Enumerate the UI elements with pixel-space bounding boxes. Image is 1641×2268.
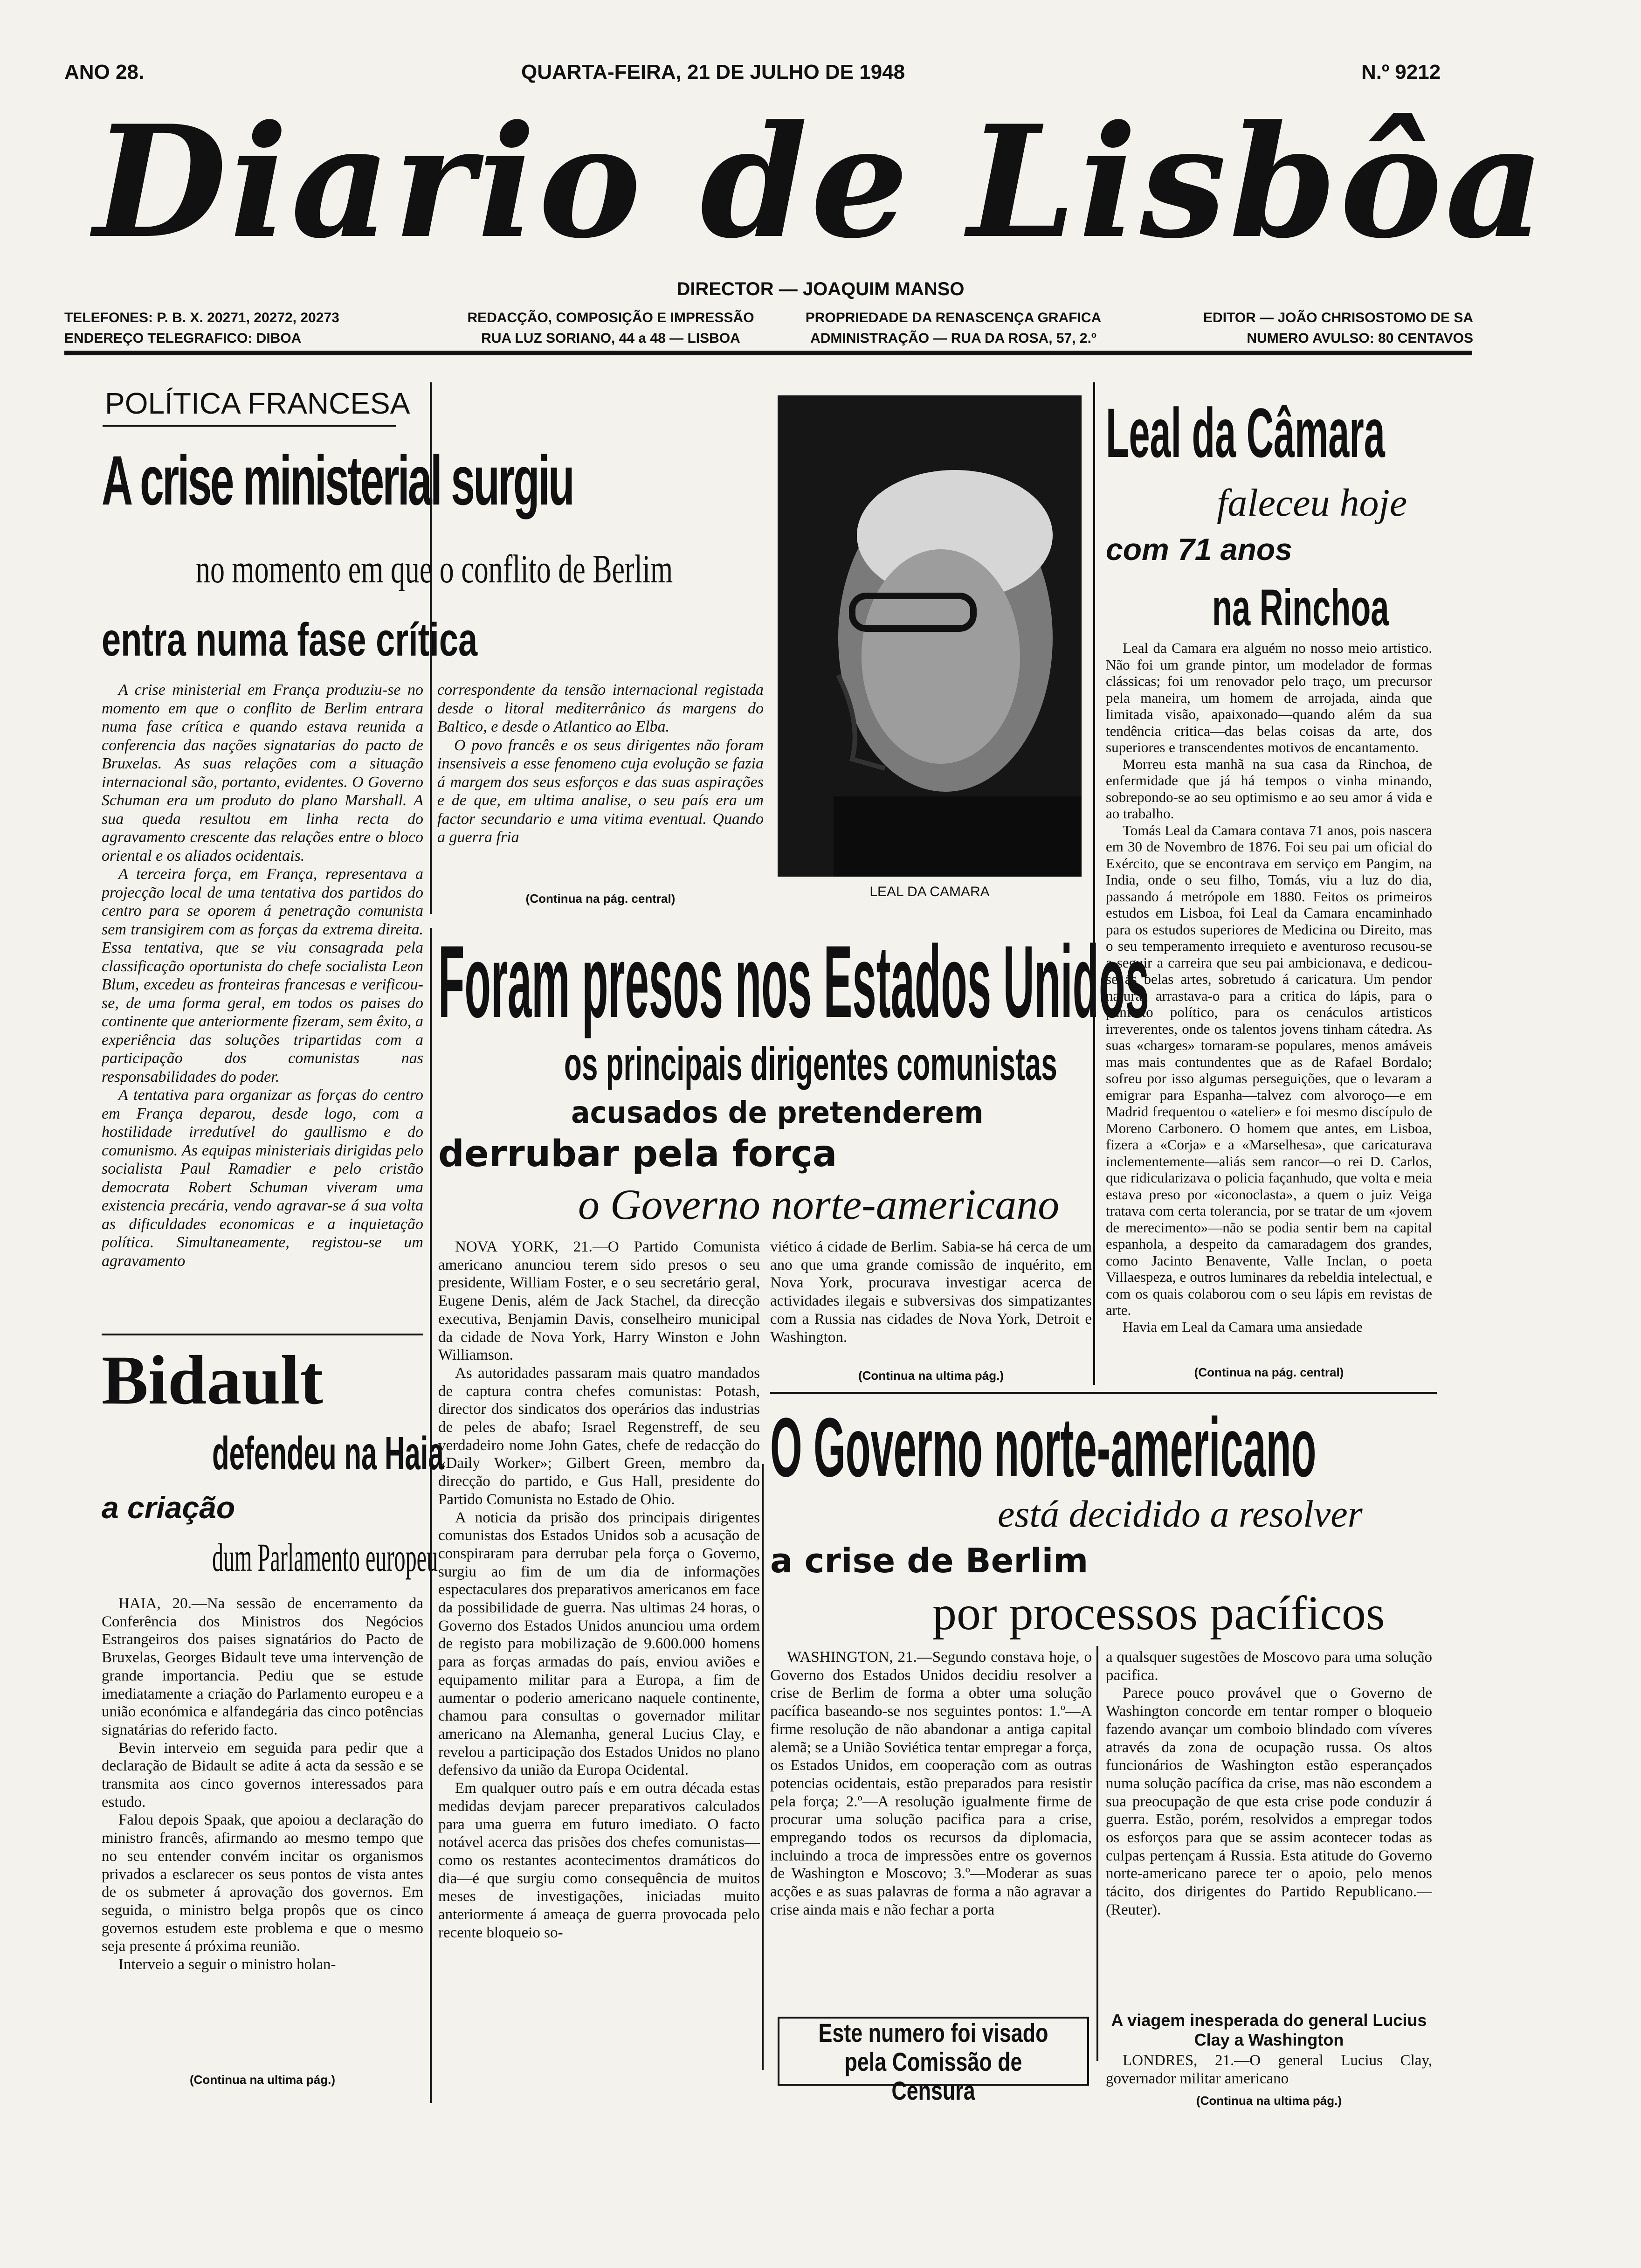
- governo-subhead-2: a crise de Berlim: [770, 1541, 1089, 1580]
- paragraph: LONDRES, 21.—O general Lucius Clay, governador militar americano: [1106, 2052, 1432, 2087]
- paragraph: WASHINGTON, 21.—Segundo constava hoje, o Governo dos Estados Unidos decidiu resolver a crise de Berlim de forma a obter uma solução pacífica baseando-se nos seguintes pontos: 1.º—A firme resolução de não abandonar a antiga capital alemã; se a União Soviética tentar empregar a força, os Estados Unidos, em cooperação com as outras potencias ocidentais, estão preparados para resistir pela força; 2.º—A resolução igualmente firme de procurar uma solução pacifica para a crise, empregando todos os recursos da diplomacia, incluindo a troca de impressões entre os governos de Washington e Moscovo; 3.º—Moderar as suas acções e as suas palavras de forma a não agravar a crise ainda mais e não fechar a porta: [770, 1649, 1092, 1918]
- leal-subhead-1: faleceu hoje: [1217, 481, 1407, 525]
- telegraph: ENDEREÇO TELEGRAFICO: DIBOA: [64, 331, 302, 346]
- column-rule: [762, 1464, 764, 2070]
- paragraph: correspondente da tensão internacional registada desde o litoral mediterrânico ás margens do Baltico, e desde o Atlantico ao Elba.: [437, 681, 764, 735]
- paragraph: Leal da Camara era alguém no nosso meio artistico. Não foi um grande pintor, um modelador de formas clássicas; foi um renovador pelo traço, um precursor pela maneira, um homem de arrojada, ainda que limitada visão, apaixonado—quando além da sua tendência critica—das belas coisas da arte, dos superiores e transcendentes motivos de encantamento.: [1106, 640, 1432, 755]
- masthead-rule: [64, 351, 1472, 355]
- paragraph: HAIA, 20.—Na sessão de encerramento da Conferência dos Ministros dos Negócios Estrangeiros dos paises signatários do Pacto de Bruxelas, Georges Bidault teve uma intervenção de grande importancia. Pediu que se estude imediatamente a criação do Parlamento europeu e a união económica e alfandegária das cinco potências signatárias do referido facto.: [102, 1595, 423, 1738]
- politica-subhead: no momento em que o conflito de Berlim: [196, 546, 673, 591]
- photo-caption: LEAL DA CAMARA: [869, 884, 990, 899]
- censorship-line-2: pela Comissão de Censura: [844, 2047, 1022, 2105]
- presos-subhead-1: os principais dirigentes comunistas: [564, 1038, 1057, 1090]
- censorship-notice: [778, 2017, 1089, 2105]
- politica-subhead-2: entra numa fase crítica: [102, 614, 478, 666]
- bidault-subhead-3: dum Parlamento europeu: [212, 1535, 438, 1580]
- year-label: ANO 28.: [64, 61, 145, 83]
- governo-col-2: [1106, 1648, 1432, 2007]
- director-line: DIRECTOR — JOAQUIM MANSO: [676, 279, 965, 299]
- presos-col-1: [438, 1238, 760, 2091]
- politica-headline: A crise ministerial surgiu: [102, 441, 573, 519]
- column-rule: [430, 928, 432, 2103]
- column-rule: [1093, 382, 1095, 1385]
- clay-subhead: A viagem inesperada do general Lucius Clay a Washington: [1111, 2011, 1427, 2049]
- politica-col-1: [102, 681, 423, 1357]
- politica-continued: (Continua na pág. central): [525, 892, 676, 906]
- leal-subhead-2: com 71 anos: [1106, 532, 1292, 567]
- paragraph: A crise ministerial em França produziu-se no momento em que o conflito de Berlim entrara numa fase crítica e quando estava reunida a conferencia das nações signatarias do pacto de Bruxelas. As suas relações com a situação internacional são, portanto, evidentes. O Governo Schuman era um produto do plano Marshall. A sua queda resultou em linha recta do agravamento crescente das relações entre o bloco oriental e os aliados ocidentais.: [102, 681, 423, 864]
- paragraph: Havia em Leal da Camara uma ansiedade: [1123, 1318, 1363, 1335]
- date-label: QUARTA-FEIRA, 21 DE JULHO DE 1948: [521, 61, 905, 83]
- politica-col-2: [437, 681, 764, 895]
- paragraph: As autoridades passaram mais quatro mandados de captura contra chefes comunistas: Potash, director dos sindicatos dos operários das industrias de peles de abafo; Israel Regenstreff, de seu verdadeiro nome John Gates, chefe de redacção do «Daily Worker»; Gilbert Green, membro da direcção do partido, e Gus Hall, presidente do Partido Comunista no Estado de Ohio.: [438, 1364, 760, 1508]
- paragraph: A terceira força, em França, representava a projecção local de uma tentativa dos partidos do centro para se oporem á penetração comunista sem transigirem com as forças da extrema direita. Essa tentativa, que se viu consagrada pela classificação oportunista do chefe socialista Leon Blum, excedeu as fronteiras francesas e verificou-se, de uma forma geral, em todos os paises do continente que anteriormente fizeram, sem êxito, a experiência das soluções tripartidas com a participação dos comunistas nas responsabilidades do poder.: [102, 865, 423, 1086]
- section-rule: [770, 1392, 1437, 1394]
- paragraph: Tomás Leal da Camara contava 71 anos, pois nascera em 30 de Novembro de 1876. Foi seu pai um oficial do Exército, que se encontrava em serviço em Pangim, na India, onde o seu filho, Tomás, viu a luz do dia, passando á metrópole em 1880. Feitos os primeiros estudos em Lisboa, foi Leal da Camara encaminhado para os estudos superiores de Medicina ou Direito, mas o seu temperamento irrequieto e aventuroso recusou-se a seguir a carreira que seu pai ambicionava, e dedicou-se ás belas artes, sobretudo á caricatura. Um pendor natural arrastava-o para a critica do lápis, para o panfleto político, para os cenáculos artisticos irreverentes, onde os talentos jovens tinham cátedra. As suas «charges» tornaram-se populares, menos amáveis mas mais contundentes que as de Rafael Bordalo; sofreu por isso algumas perseguições, que o levaram a emigrar para Espanha—talvez com alvoroço—e em Madrid frequentou o «atelier» e foi mesmo discípulo de Moreno Carbonero. O homem que antes, em Lisboa, fizera a «Corja» e a «Marselhesa», que caricaturava inclementemente—aliás sem rancor—o rei D. Carlos, que ridicularizava o policia façanhudo, que volta e meia estava preso por «iconoclasta», a quem o juiz Veiga tratava com certa tolerancia, por se tratar de um «jovem de merecimento»—não se podia sentir bem na capital espanhola, a despeito da camaradagem dos grandes, como Jacinto Benavente, Valle Inclan, o poeta Villaespeza, e outros luminares da rebeldia intelectual, e com os quais colaborou com o seu lápis em revistas de arte.: [1106, 822, 1432, 1318]
- administracao: ADMINISTRAÇÃO — RUA DA ROSA, 57, 2.º: [810, 331, 1096, 346]
- contacts-block: [64, 308, 339, 349]
- paragraph: Parece pouco provável que o Governo de Washington concorde em tentar romper o bloqueio fazendo avançar um comboio blindado com víveres através da zona de ocupação russa. Os altos funcionários de Washington estão esperançados numa solução pacífica da crise, mas não escondem a sua preocupação de que esta crise pode conduzir á guerra. Estão, porém, resolvidos a empregar todos os esforços para que se assim acontecer todas as culpas pertençam á Russia. Esta atitude do Governo norte-americano parece ter o apoio, pelo menos tácito, dos dirigentes do Partido Republicano.—(Reuter).: [1106, 1685, 1432, 1918]
- clay-body: [1106, 2052, 1432, 2089]
- portrait-photo: [778, 395, 1082, 877]
- paragraph: viético á cidade de Berlim. Sabia-se há cerca de um ano que uma grande comissão de inquérito, em Nova York, procurava investigar acerca de actividades ilegais e subversivas dos simpatizantes com a Russia nas cidades de Nova York, Detroit e Washington.: [770, 1238, 1092, 1346]
- leal-body: [1106, 640, 1432, 1362]
- editor: EDITOR — JOÃO CHRISOSTOMO DE SA: [1203, 310, 1473, 325]
- section-rule: [102, 1334, 423, 1335]
- paragraph: a qualsquer sugestões de Moscovo para uma solução pacifica.: [1106, 1649, 1432, 1684]
- portrait-image: [778, 395, 1082, 877]
- governo-col-1: [770, 1648, 1092, 1989]
- censorship-line-1: Este numero foi visado: [818, 2018, 1048, 2047]
- editor-block: [1138, 308, 1473, 349]
- property-block: [783, 308, 1124, 349]
- paragraph: Bevin interveio em seguida para pedir que a declaração de Bidault se adite á acta da sessão e se transmita aos cinco governos interessados para estudo.: [102, 1739, 423, 1811]
- presos-continued: (Continua na ultima pág.): [858, 1369, 1004, 1383]
- presos-subhead-4: o Governo norte-americano: [578, 1181, 1060, 1228]
- paragraph: O povo francês e os seus dirigentes não foram insensiveis a esse fenomeno cuja evolução se fazia á margem dos seus esforços e das suas aspirações e de que, em ultima analise, o seu país era um factor secundario e uma vitima eventual. Quando a guerra fria: [437, 736, 764, 846]
- governo-subhead-1: está decidido a resolver: [998, 1493, 1363, 1535]
- issue-number: N.º 9212: [1361, 61, 1441, 83]
- newspaper-title: Diario de Lisbôa: [93, 91, 1548, 272]
- paragraph: A tentativa para organizar as forças do centro em França deparou, desde logo, com a hostilidade irredutível do gaullismo e do comunismo. As equipas ministeriais dirigidas pelo socialista Paul Ramadier e pelo cristão democrata Robert Schuman viveram uma existencia precária, vendo agravar-se á sua volta as dificuldades economicas e a inquietação política. Simultaneamente, registou-se um agravamento: [102, 1086, 423, 1270]
- paragraph: A noticia da prisão dos principais dirigentes comunistas dos Estados Unidos sob a acusação de conspiraram para derrubar pela força o Governo, surgiu ao fim de um dia de informações espectaculares dos preparativos americanos em face da possibilidade de guerra. Nas ultimas 24 horas, o Governo dos Estados Unidos anunciou uma ordem de registo para mobilização de 9.600.000 homens para as forças armadas do país, enviou aviões e equipamento militar para a Europa, a fim de aumentar o poderio americano naquele continente, chamou para consultas o governador militar americano na Alemanha, general Lucius Clay, e revelou a participação dos Estados Unidos no plano defensivo da união da Europa Ocidental.: [438, 1509, 760, 1779]
- paragraph: Interveio a seguir o ministro holan-: [118, 1956, 336, 1973]
- leal-subhead-3: na Rinchoa: [1212, 579, 1389, 636]
- bidault-continued: (Continua na ultima pág.): [190, 2073, 335, 2087]
- presos-subhead-3: derrubar pela força: [438, 1133, 837, 1175]
- kicker-rule: [103, 425, 396, 427]
- redaccao: REDACÇÃO, COMPOSIÇÃO E IMPRESSÃO: [467, 310, 754, 325]
- propriedade: PROPRIEDADE DA RENASCENÇA GRAFICA: [805, 310, 1102, 325]
- presos-col-2: [770, 1238, 1092, 1364]
- bidault-body: [102, 1595, 423, 2070]
- politica-kicker: POLÍTICA FRANCESA: [105, 387, 410, 420]
- bidault-subhead-1: defendeu na Haia: [212, 1427, 444, 1480]
- paragraph: Morreu esta manhã na sua casa da Rinchoa, de enfermidade que já há tempos o vinha minando, sobrepondo-se ao seu optimismo e ao seu amor á vida e ao trabalho.: [1106, 755, 1432, 822]
- paragraph: Falou depois Spaak, que apoiou a declaração do ministro francês, afirmando ao mesmo tempo que no seu entender convém incitar os organismos privados a esclarecer os seus pontos de vista antes de os submeter á aprovação dos governos. Em seguida, o ministro belga propôs que os cinco governos estudem este problema e que o mesmo seja presente á próxima reunião.: [102, 1812, 423, 1955]
- governo-continued: (Continua na ultima pág.): [1196, 2094, 1342, 2108]
- presos-headline: Foram presos nos Estados Unidos: [438, 924, 1149, 1039]
- bidault-subhead-2: a criação: [102, 1490, 235, 1525]
- phones: TELEFONES: P. B. X. 20271, 20272, 20273: [64, 310, 339, 325]
- presos-subhead-2: acusados de pretenderem: [571, 1096, 984, 1130]
- leal-continued: (Continua na pág. central): [1194, 1365, 1344, 1379]
- governo-headline: O Governo norte-americano: [770, 1401, 1317, 1494]
- address: RUA LUZ SORIANO, 44 a 48 — LISBOA: [481, 331, 740, 346]
- paragraph: NOVA YORK, 21.—O Partido Comunista americano anunciou terem sido presos o seu presidente, William Foster, e o seu secretário geral, Eugene Denis, além de Jack Stachel, da direcção executiva, Benjamin Davis, conselheiro municipal da cidade de Nova York, Harry Winston e John Williamson.: [438, 1238, 760, 1364]
- column-rule: [1096, 1646, 1098, 2061]
- redaccao-block: [443, 308, 779, 349]
- paragraph: Em qualquer outro país e em outra década estas medidas devjam parecer preparativos calculados para uma guerra em futuro imediato. O facto notável acerca das prisões dos chefes comunistas—como os restantes acontecimentos dramáticos do dia—é que surgiu como consequência de muitos meses de investigações, iniciadas muito anteriormente á ameaça de guerra provocada pelo recente bloqueio so-: [438, 1780, 760, 1941]
- governo-subhead-3: por processos pacíficos: [932, 1586, 1385, 1640]
- price: NUMERO AVULSO: 80 CENTAVOS: [1247, 331, 1473, 346]
- leal-headline: Leal da Câmara: [1106, 394, 1385, 472]
- bidault-headline: Bidault: [102, 1341, 324, 1419]
